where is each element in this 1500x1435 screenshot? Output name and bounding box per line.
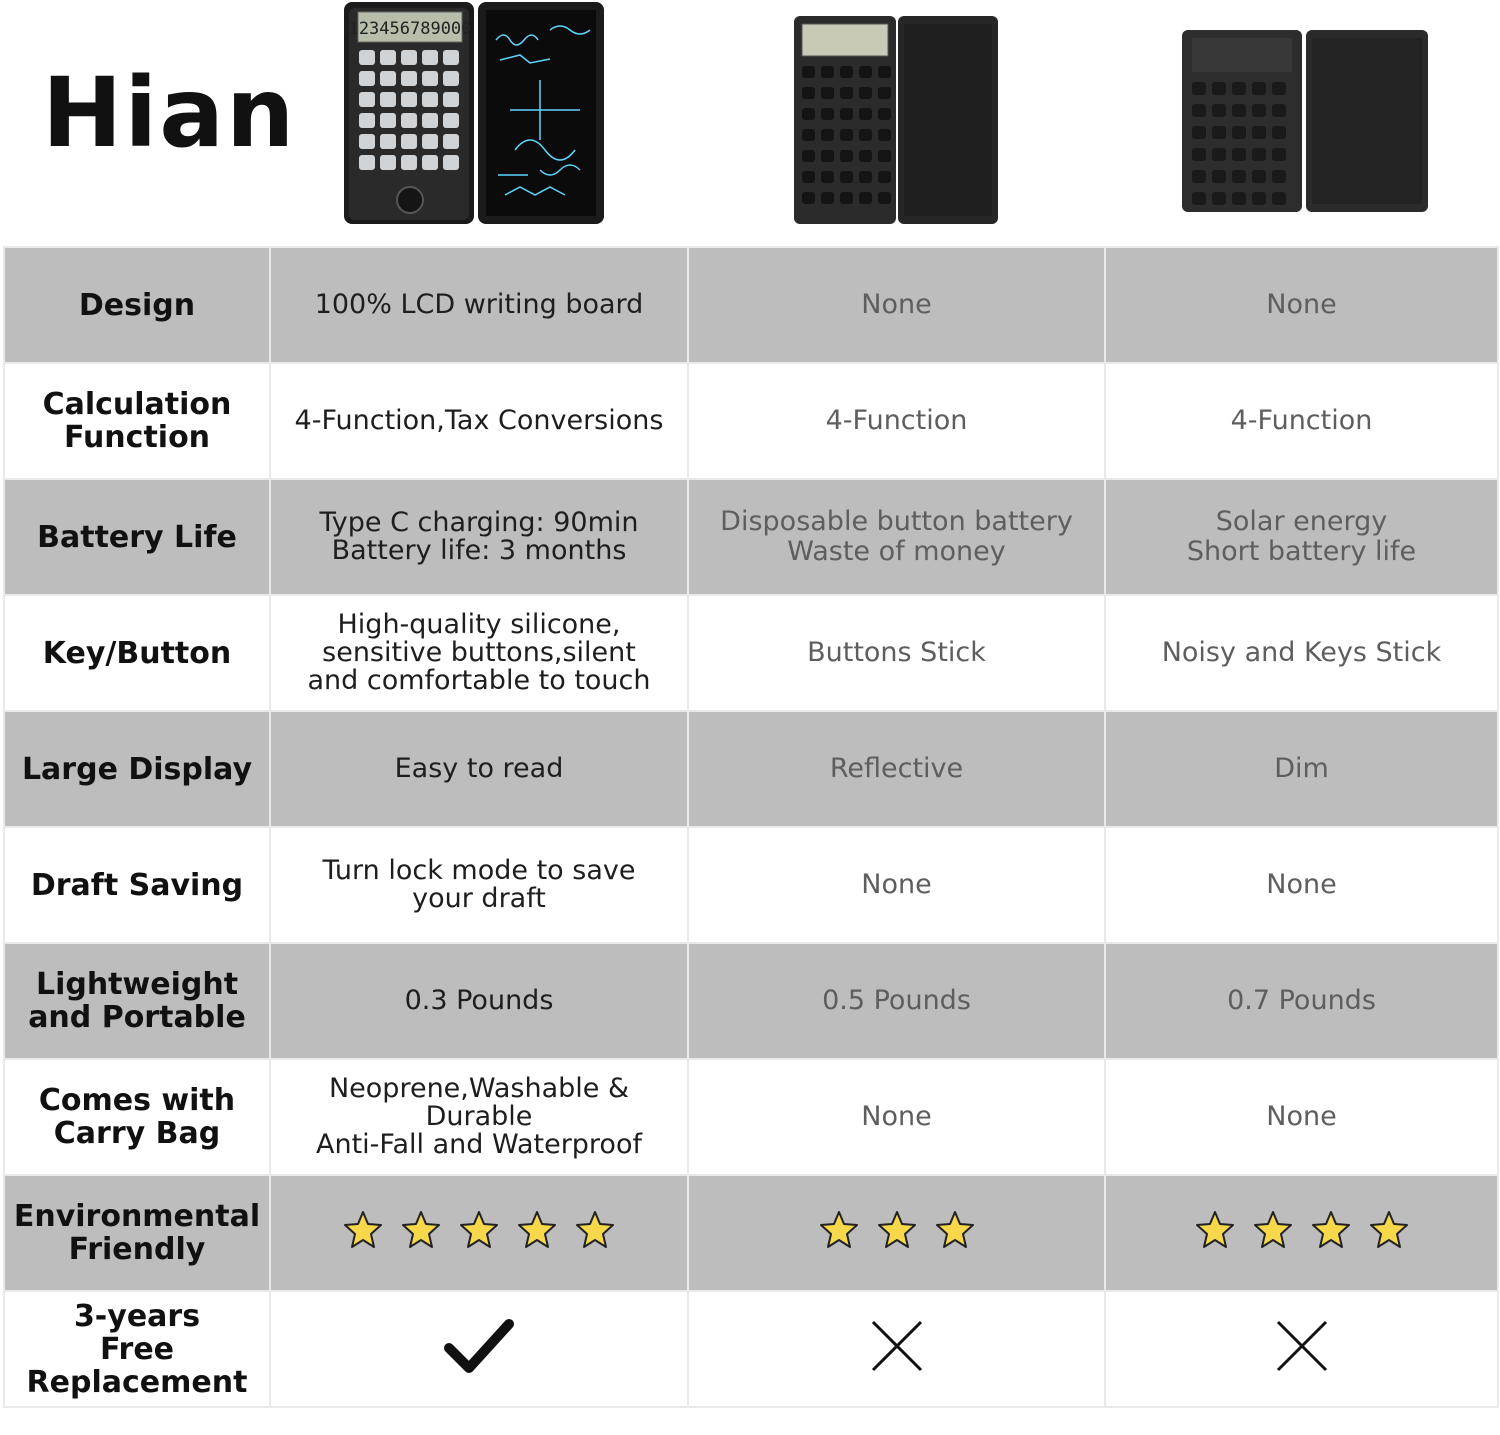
feature-label (4, 247, 270, 363)
competitor-a-cell (688, 1291, 1105, 1407)
cell-text-line: Key/Button (42, 635, 232, 671)
cell-text-line: Solar energy (1215, 506, 1388, 537)
competitor-b-cell (1105, 827, 1498, 943)
cell-text-line: Battery Life (37, 519, 237, 555)
cell-text-line: Waste of money (787, 536, 1006, 567)
competitor-a-cell (688, 247, 1105, 363)
cell-text-line: Turn lock mode to save (322, 855, 636, 886)
hian-product-image (340, 0, 608, 228)
star-rating (343, 1210, 615, 1250)
cell-text-line: None (1266, 1101, 1337, 1132)
cell-text-line: Environmental (13, 1199, 261, 1234)
cell-text-line: Short battery life (1186, 536, 1417, 567)
star-icon (1369, 1210, 1409, 1250)
feature-label (4, 1175, 270, 1291)
star-icon (877, 1210, 917, 1250)
competitor-b-product-image (1178, 0, 1432, 216)
feature-label (4, 1291, 270, 1407)
star-icon (343, 1210, 383, 1250)
hian-cell (270, 595, 688, 711)
cross-icon (1275, 1319, 1329, 1373)
cell-text-line: Anti-Fall and Waterproof (316, 1129, 642, 1160)
hian-cell (270, 1175, 688, 1291)
competitor-a-cell (688, 943, 1105, 1059)
cell-text-line: and comfortable to touch (307, 665, 651, 696)
star-icon (517, 1210, 557, 1250)
cell-text-line: 100% LCD writing board (314, 289, 644, 320)
comparison-table (3, 246, 1499, 1408)
feature-label (4, 1059, 270, 1175)
cross-icon (870, 1319, 924, 1373)
feature-label (4, 711, 270, 827)
hian-cell (270, 363, 688, 479)
star-icon (459, 1210, 499, 1250)
table-row (4, 363, 1498, 479)
competitor-a-cell (688, 479, 1105, 595)
cell-text-line: Free Replacement (26, 1331, 248, 1400)
hian-cell (270, 247, 688, 363)
competitor-b-cell (1105, 711, 1498, 827)
cell-text-line: Battery life: 3 months (331, 535, 627, 566)
cell-text-line: 4-Function,Tax Conversions (294, 405, 664, 436)
brand-logo: Hian (42, 57, 297, 169)
cell-text-line: 3-years (73, 1298, 201, 1334)
cell-text-line: Noisy and Keys Stick (1161, 637, 1442, 668)
cell-text-line: Large Display (21, 751, 253, 787)
cell-text-line: None (861, 289, 932, 320)
cell-text-line: and Portable (28, 1000, 246, 1035)
hian-cell (270, 711, 688, 827)
star-icon (935, 1210, 975, 1250)
star-icon (1253, 1210, 1293, 1250)
cell-text-line: None (1266, 289, 1337, 320)
cell-text-line: 0.5 Pounds (822, 985, 971, 1016)
feature-label (4, 479, 270, 595)
table-row (4, 479, 1498, 595)
cell-text-line: your draft (412, 883, 546, 914)
competitor-b-cell (1105, 1291, 1498, 1407)
cell-text-line: Easy to read (394, 753, 564, 784)
cell-text-line: Friendly (68, 1232, 206, 1267)
cell-text-line: sensitive buttons,silent (322, 637, 636, 668)
header (0, 0, 1500, 246)
table-row (4, 1175, 1498, 1291)
cell-text-line: Function (63, 420, 211, 455)
competitor-a-cell (688, 595, 1105, 711)
competitor-b-cell (1105, 363, 1498, 479)
cell-text-line: 4-Function (1230, 405, 1373, 436)
cell-text-line: None (861, 1101, 932, 1132)
cell-text-line: Carry Bag (53, 1116, 221, 1151)
cell-text-line: Lightweight (35, 967, 239, 1002)
cell-text-line: Disposable button battery (720, 506, 1073, 537)
feature-label (4, 363, 270, 479)
star-rating (1195, 1210, 1409, 1250)
cell-text-line: Type C charging: 90min (319, 507, 639, 538)
hian-cell (270, 479, 688, 595)
competitor-a-product-image (790, 0, 1002, 228)
cell-text-line: None (861, 869, 932, 900)
competitor-a-cell (688, 1175, 1105, 1291)
cell-text-line: Design (78, 287, 196, 323)
hian-display-digits: 123456789000 (348, 19, 472, 39)
star-icon (575, 1210, 615, 1250)
cell-text-line: Calculation (42, 387, 232, 422)
cell-text-line: Draft Saving (30, 867, 244, 903)
competitor-b-cell (1105, 479, 1498, 595)
table-row (4, 827, 1498, 943)
cell-text-line: 4-Function (825, 405, 968, 436)
feature-label (4, 595, 270, 711)
feature-label (4, 827, 270, 943)
check-icon (443, 1316, 515, 1376)
table-row (4, 943, 1498, 1059)
cell-text-line: 0.7 Pounds (1227, 985, 1376, 1016)
competitor-b-cell (1105, 943, 1498, 1059)
competitor-a-cell (688, 363, 1105, 479)
cell-text-line: 0.3 Pounds (404, 985, 554, 1016)
cell-text-line: Neoprene,Washable & Durable (328, 1073, 630, 1132)
star-icon (1195, 1210, 1235, 1250)
competitor-b-cell (1105, 1059, 1498, 1175)
cell-text-line: Buttons Stick (807, 637, 986, 668)
competitor-b-cell (1105, 1175, 1498, 1291)
feature-label (4, 943, 270, 1059)
star-icon (819, 1210, 859, 1250)
hian-cell (270, 827, 688, 943)
table-row (4, 711, 1498, 827)
hian-cell (270, 943, 688, 1059)
table-row (4, 247, 1498, 363)
cell-text-line: Dim (1274, 753, 1329, 784)
star-icon (401, 1210, 441, 1250)
cell-text-line: Reflective (829, 753, 964, 784)
table-row (4, 595, 1498, 711)
competitor-a-cell (688, 711, 1105, 827)
cell-text-line: Comes with (38, 1083, 236, 1118)
cell-text-line: None (1266, 869, 1337, 900)
star-rating (819, 1210, 975, 1250)
cell-text-line: High-quality silicone, (337, 609, 621, 640)
competitor-b-cell (1105, 595, 1498, 711)
hian-cell (270, 1291, 688, 1407)
competitor-b-cell (1105, 247, 1498, 363)
competitor-a-cell (688, 1059, 1105, 1175)
hian-cell (270, 1059, 688, 1175)
star-icon (1311, 1210, 1351, 1250)
table-row (4, 1059, 1498, 1175)
table-row (4, 1291, 1498, 1407)
competitor-a-cell (688, 827, 1105, 943)
